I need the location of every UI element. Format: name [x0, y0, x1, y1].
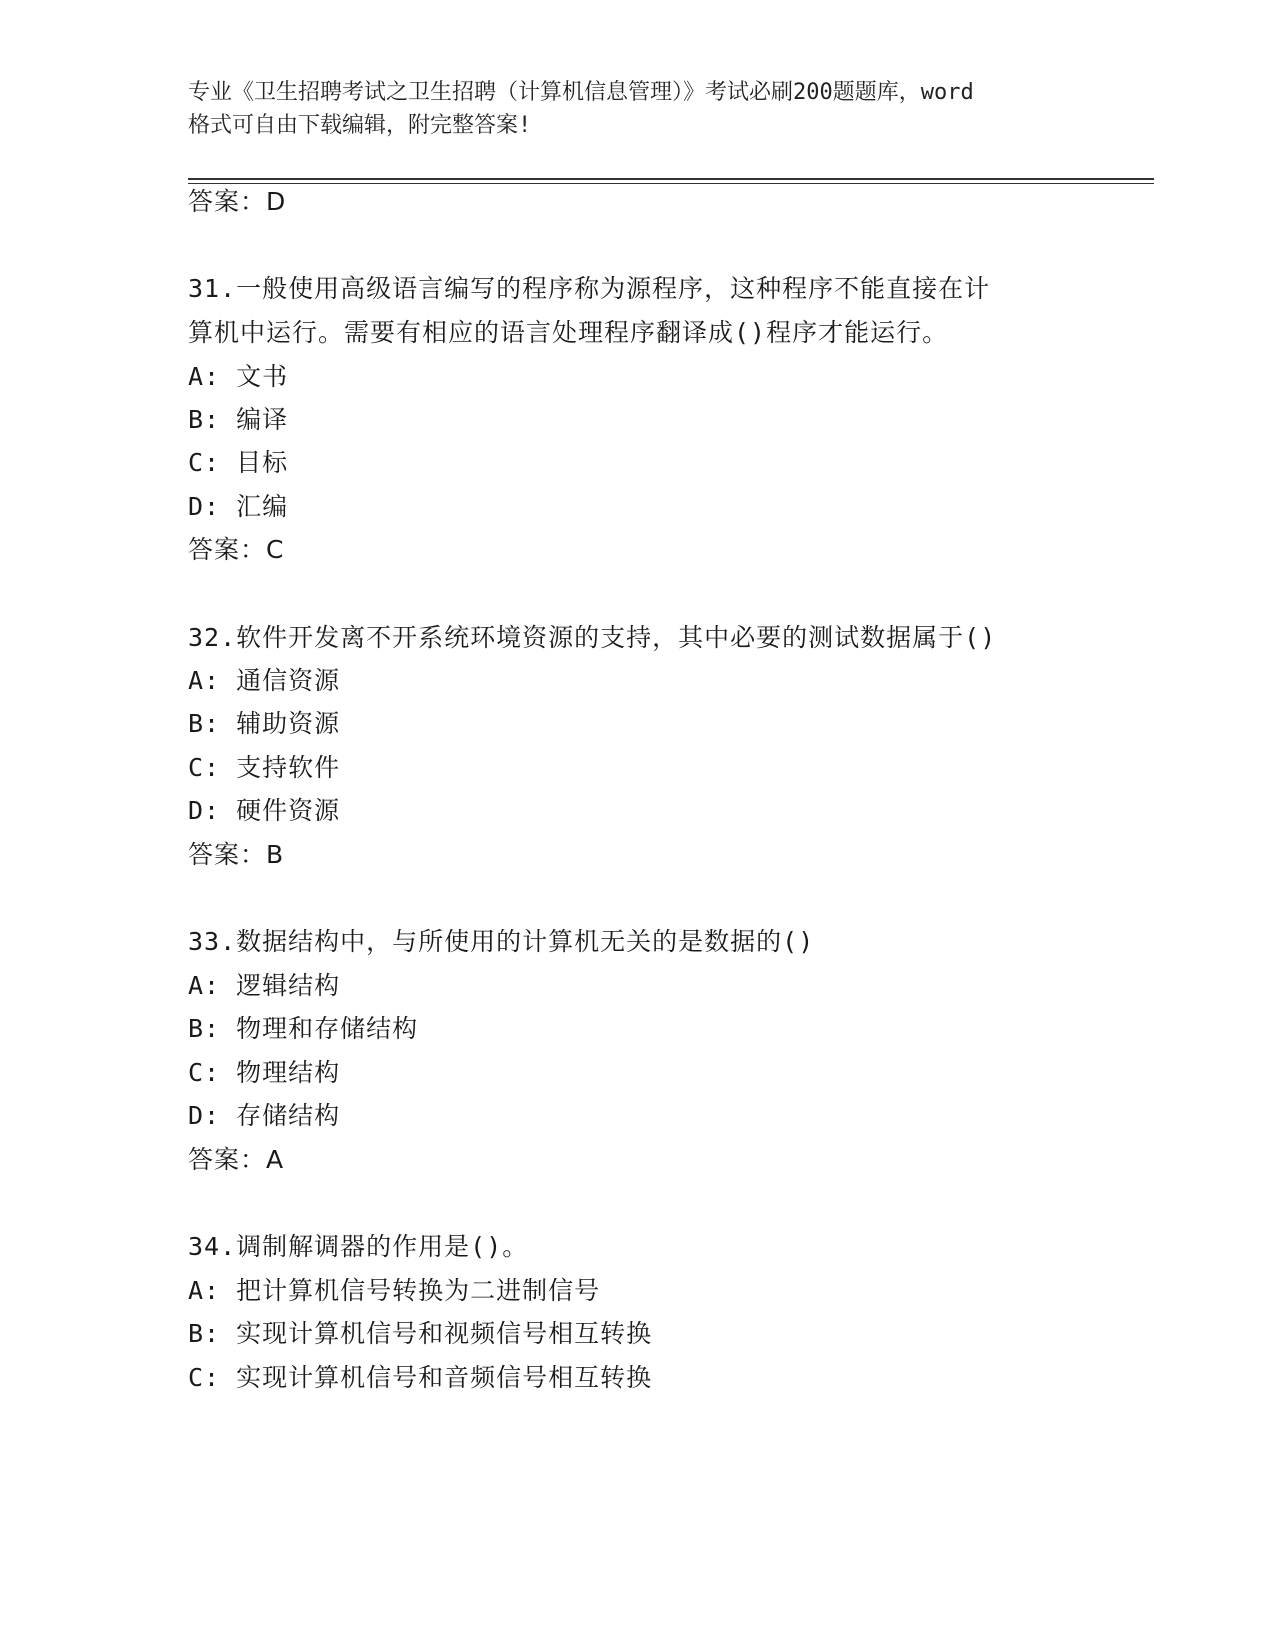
- question-32-option-b: B: 辅助资源: [188, 709, 341, 738]
- question-32-option-d: D: 硬件资源: [188, 796, 341, 825]
- header-line-2: 格式可自由下载编辑，附完整答案!: [188, 113, 532, 138]
- header-divider: [188, 178, 1154, 180]
- question-33-option-c: C: 物理结构: [188, 1058, 341, 1087]
- header-divider-thin: [188, 183, 1154, 184]
- question-31-stem-line-1: 31.一般使用高级语言编写的程序称为源程序，这种程序不能直接在计: [188, 274, 991, 303]
- question-31-option-a: A: 文书: [188, 362, 289, 391]
- question-34-option-a: A: 把计算机信号转换为二进制信号: [188, 1276, 601, 1305]
- question-34-option-b: B: 实现计算机信号和视频信号相互转换: [188, 1319, 653, 1348]
- question-31-option-d: D: 汇编: [188, 492, 289, 521]
- question-33-answer: 答案：A: [188, 1145, 285, 1174]
- question-34-option-c: C: 实现计算机信号和音频信号相互转换: [188, 1363, 653, 1392]
- question-32-stem-line-1: 32.软件开发离不开系统环境资源的支持，其中必要的测试数据属于(): [188, 623, 997, 652]
- question-32-option-c: C: 支持软件: [188, 753, 341, 782]
- header-line-1: 专业《卫生招聘考试之卫生招聘（计算机信息管理）》考试必刷200题题库，word: [188, 80, 974, 105]
- question-31-answer: 答案：C: [188, 535, 285, 564]
- question-32-option-a: A: 通信资源: [188, 666, 341, 695]
- question-31-option-b: B: 编译: [188, 405, 289, 434]
- answer-previous: 答案：D: [188, 187, 287, 216]
- question-33-option-a: A: 逻辑结构: [188, 971, 341, 1000]
- document-header: [188, 76, 1088, 142]
- question-34-stem-line-1: 34.调制解调器的作用是()。: [188, 1232, 529, 1261]
- question-33-option-b: B: 物理和存储结构: [188, 1014, 419, 1043]
- question-33-option-d: D: 存储结构: [188, 1101, 341, 1130]
- question-31-option-c: C: 目标: [188, 448, 289, 477]
- question-33-stem-line-1: 33.数据结构中，与所使用的计算机无关的是数据的(): [188, 927, 815, 956]
- question-31-stem-line-2: 算机中运行。需要有相应的语言处理程序翻译成()程序才能运行。: [188, 318, 949, 347]
- question-32-answer: 答案：B: [188, 840, 285, 869]
